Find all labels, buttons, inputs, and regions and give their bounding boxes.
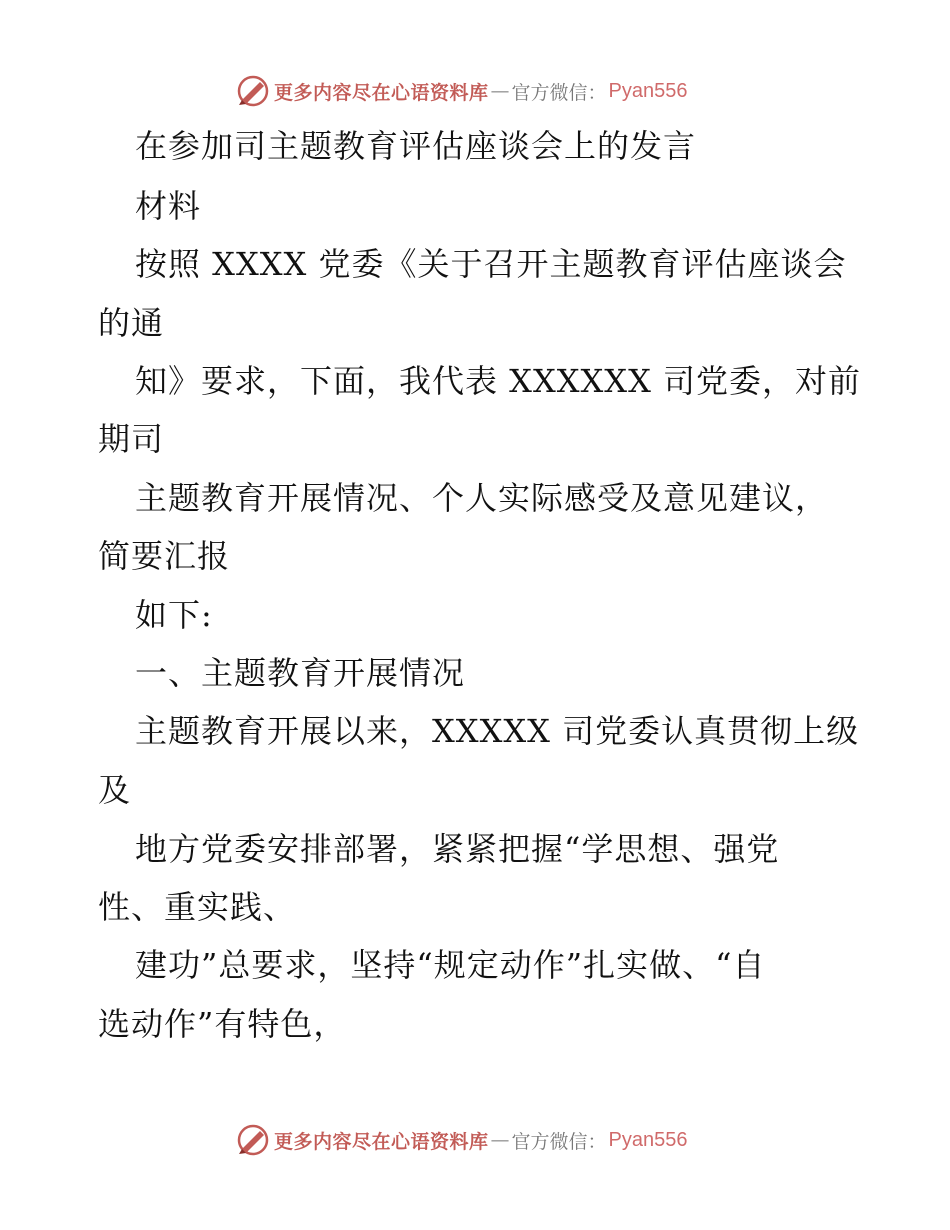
watermark-wechat-id: Pyan556 [608, 79, 688, 102]
watermark-label: 官方微信： [511, 81, 607, 104]
header-watermark [236, 74, 688, 108]
doc-paragraph-line: 建功”总要求，坚持“规定动作”扎实做、“自 [135, 946, 766, 984]
doc-paragraph-line: 按照 XXXX 党委《关于召开主题教育评估座谈会 [135, 245, 847, 283]
doc-title-line: 材料 [135, 187, 202, 225]
doc-paragraph-line: 主题教育开展以来，XXXXX 司党委认真贯彻上级 [135, 712, 860, 750]
doc-paragraph-line: 简要汇报 [98, 537, 231, 575]
watermark-separator: — [490, 80, 510, 102]
doc-paragraph-line: 主题教育开展情况、个人实际感受及意见建议， [135, 479, 829, 517]
watermark-wechat-id: Pyan556 [608, 1128, 688, 1151]
pen-logo-icon [236, 1123, 270, 1157]
section-heading: 一、主题教育开展情况 [135, 654, 466, 692]
doc-paragraph-line: 地方党委安排部署，紧紧把握“学思想、强党 [135, 830, 780, 868]
doc-paragraph-line: 如下: [135, 596, 213, 634]
doc-paragraph-line: 选动作”有特色， [98, 1005, 347, 1043]
watermark-label: 官方微信： [511, 1130, 607, 1153]
watermark-text: 更多内容尽在心语资料库 [274, 81, 489, 104]
doc-paragraph-line: 知》要求，下面，我代表 XXXXXX 司党委，对前 [135, 362, 862, 400]
pen-logo-icon [236, 74, 270, 108]
footer-watermark [236, 1123, 688, 1157]
doc-paragraph-line: 及 [98, 771, 132, 809]
watermark-separator: — [490, 1129, 510, 1151]
doc-title-line: 在参加司主题教育评估座谈会上的发言 [135, 127, 697, 165]
doc-paragraph-line: 的通 [98, 304, 165, 342]
watermark-text: 更多内容尽在心语资料库 [274, 1130, 489, 1153]
doc-paragraph-line: 期司 [98, 420, 165, 458]
doc-paragraph-line: 性、重实践、 [98, 888, 297, 926]
